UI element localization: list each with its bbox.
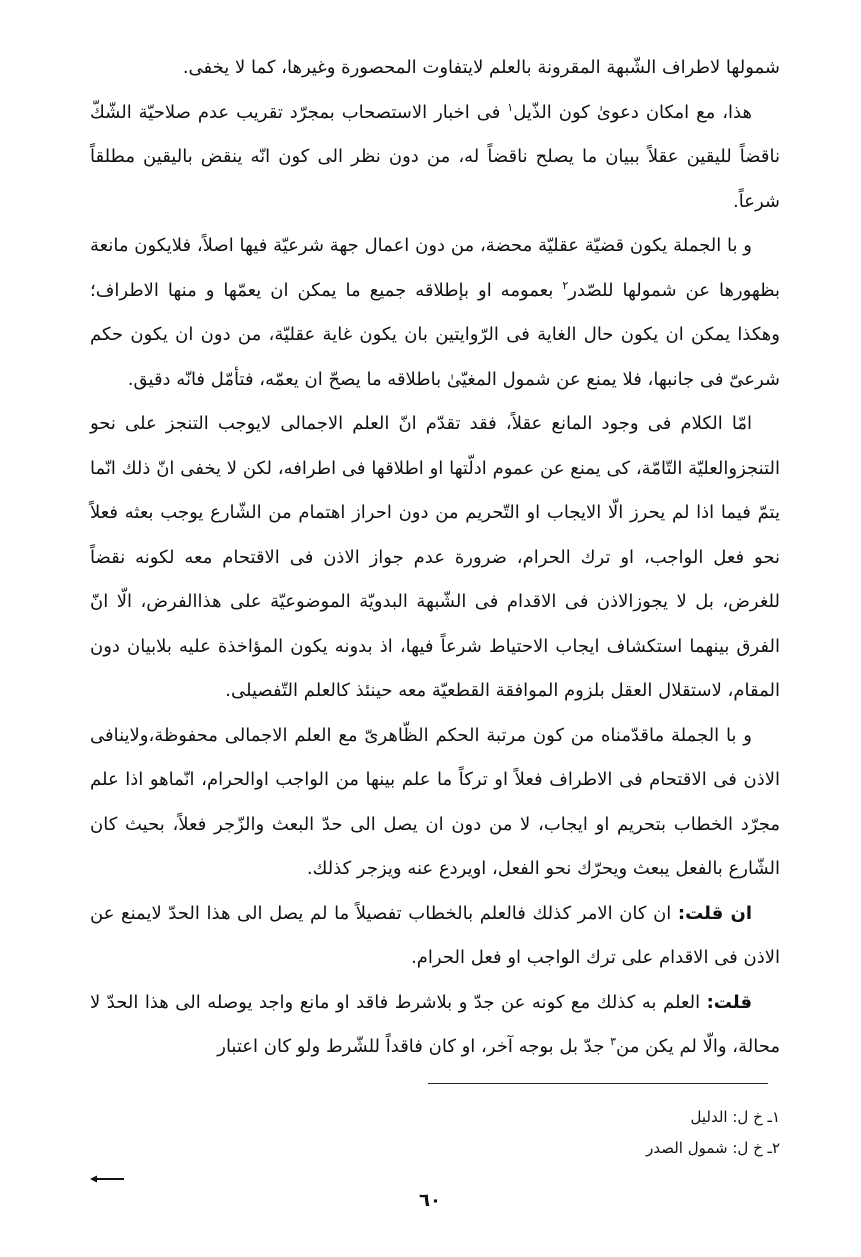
- paragraph-4: [90, 402, 780, 714]
- continuation-arrow-icon: [90, 1173, 124, 1185]
- footnote-1: ١ـ خ ل: الدليل: [690, 1108, 780, 1126]
- paragraph-text: العلم به كذلك مع كونه عن جدّ و بلاشرط فاقد او مانع واجد يوصله الى هذا الحدّ لا محالة، والّا لم يكن من: [90, 991, 780, 1057]
- footnote-ref-3: ٣: [610, 1035, 616, 1048]
- paragraph-text: هذا، مع امكان دعوىٰ كون الذّيل: [513, 101, 752, 123]
- paragraph-text: جدّ بل بوجه آخر، او كان فاقداً للشّرط ولو كان اعتبار: [217, 1036, 611, 1057]
- main-text: [90, 46, 780, 1070]
- footnotes: [420, 1102, 780, 1164]
- paragraph-6: [90, 892, 780, 981]
- paragraph-text: ان كان الامر كذلك فالعلم بالخطاب تفصيلاً ما لم يصل الى هذا الحدّ لايمنع عن الاذن فى الاقدام على ترك الواجب او فعل الحرام.: [90, 902, 780, 968]
- paragraph-5: [90, 714, 780, 892]
- paragraph-text: امّا الكلام فى وجود المانع عقلاً، فقد تقدّم انّ العلم الاجمالى لايوجب التنجز على نحو التنجزوالعليّة التّامّة، كى يمنع عن عموم ادلّتها او اطلاقها فى اطرافه، لكن لا يخفى انّ ذلك انّما يتمّ فيما اذا لم يحرز الّا الايجاب او التّحريم من دون احراز اهتمام من الشّارع يوجب بعثه فعلاً نحو فعل الواجب، او ترك الحرام، ضرورة عدم جواز الاذن فى الاقتحام معه لكونه نقضاً للغرض، بل لا يجوزالاذن فى الاقدام فى الشّبهة البدويّة الموضوعيّة على هذاالفرض، الّا انّ الفرق بينهما استكشاف ايجاب الاحتياط شرعاً فيها، اذ بدونه يكون المؤاخذة عليه بلابيان دون المقام، لاستقلال العقل بلزوم الموافقة القطعيّة معه حينئذ كالعلم التّفصيلى.: [90, 413, 780, 701]
- footnote-2: ٢ـ خ ل: شمول الصدر: [646, 1139, 780, 1157]
- paragraph-text: شمولها لاطراف الشّبهة المقرونة بالعلم لايتفاوت المحصورة وغيرها، كما لا يخفى.: [182, 57, 780, 78]
- paragraph-1: [90, 46, 780, 91]
- page-number: ٦٠: [419, 1190, 441, 1211]
- paragraph-text: و با الجملة ماقدّمناه من كون مرتبة الحكم الظّاهرىّ مع العلم الاجمالى محفوظة،ولاينافى الاذن فى الاقتحام فى الاطراف فعلاً او تركاً ما علم بينها من الواجب اوالحرام، انّماهو اذا علم مجرّد الخطاب بتحريم او ايجاب، لا من دون ان يصل الى حدّ البعث والزّجر فعلاً، بحيث كان الشّارع بالفعل يبعث ويحرّك نحو الفعل، اويردع عنه ويزجر كذلك.: [90, 724, 780, 879]
- footnote-divider: [428, 1083, 768, 1084]
- paragraph-7: [90, 981, 780, 1070]
- paragraph-text: و با الجملة يكون قضيّة عقليّة محضة، من دون اعمال جهة شرعيّة فيها اصلاً، فلايكون مانعة بظهورها عن شمولها للصّدر: [90, 235, 780, 301]
- paragraph-3: [90, 224, 780, 402]
- footnote-ref-2: ٢: [562, 278, 569, 292]
- paragraph-lead: ان قلت:: [677, 902, 752, 924]
- footnote-ref-1: ١: [507, 100, 514, 114]
- paragraph-text: بعمومه او بإطلاقه جميع ما يمكن ان يعمّها و منها الاطراف؛ وهكذا يمكن ان يكون حال الغاية فى الرّوايتين بان يكون غاية عقليّة، من دون ان يكون حكم شرعىّ فى جانبها، فلا يمنع عن شمول المغيّىٰ باطلاقه ما يصحّ ان يعمّه، فتأمّل فانّه دقيق.: [90, 279, 780, 390]
- paragraph-2: [90, 91, 780, 225]
- paragraph-text: فى اخبار الاستصحاب بمجرّد تقريب عدم صلاحيّة الشّكّ ناقضاً لليقين عقلاً ببيان ما يصلح ناقضاً له، من دون نظر الى كون انّه ينقض باليقين مطلقاً شرعاً.: [90, 101, 780, 212]
- paragraph-lead: قلت:: [706, 991, 752, 1013]
